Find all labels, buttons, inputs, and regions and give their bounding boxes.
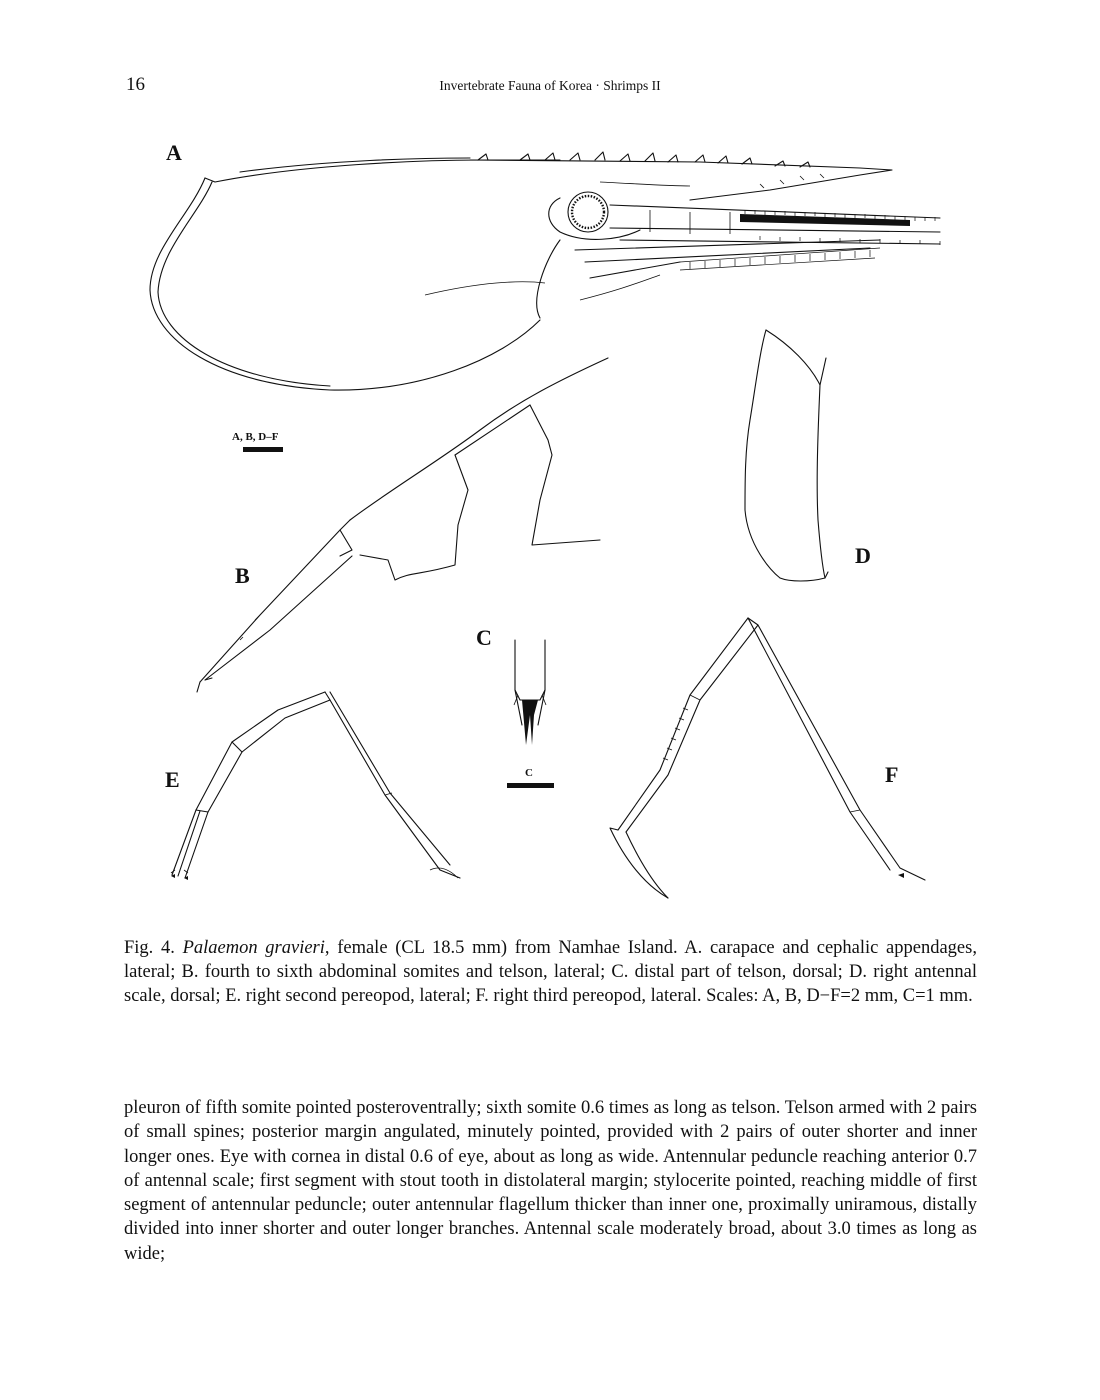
panel-label-e: E	[165, 767, 180, 792]
panel-label-d: D	[855, 543, 871, 568]
panel-label-f: F	[885, 762, 899, 787]
caption-text: , female (CL 18.5 mm) from Namhae Island. A. carapace and cephalic appendages, lateral; B. fourth to sixth abdominal somites and telson, lateral; C. distal part of telson, dorsal; D. right antennal scale, dorsal; E. right second pereopod, lateral; F. right third pereopod, lateral. Scales: A, B, D−F=2 mm, C=1 mm.	[124, 938, 977, 1006]
panel-c-telson-drawing	[476, 625, 546, 745]
scale-bar-1-label: A, B, D–F	[232, 431, 279, 443]
caption-prefix: Fig. 4.	[124, 938, 183, 958]
panel-label-b: B	[235, 563, 250, 588]
panel-e-second-pereopod-drawing	[165, 692, 460, 880]
panel-a-carapace-drawing	[150, 140, 940, 390]
panel-d-antennal-scale-drawing	[745, 330, 871, 581]
body-paragraph: pleuron of fifth somite pointed posteroventrally; sixth somite 0.6 times as long as telson. Telson armed with 2 pairs of small spines; posterior margin angulated, minutely pointed, provided with 2 pairs of outer shorter and inner longer ones. Eye with cornea in distal 0.6 of eye, about as long as wide. Antennular peduncle reaching anterior 0.7 of antennal scale; first segment with stout tooth in distolateral margin; stylocerite pointed, reaching middle of first segment of antennular peduncle; outer antennular flagellum thicker than inner one, proximally uniramous, distally divided into inner shorter and outer longer branches. Antennal scale moderately broad, about 3.0 times as long as wide;	[124, 1098, 977, 1264]
scale-bar-c	[507, 767, 554, 788]
figure-caption	[124, 936, 977, 1008]
running-title: Invertebrate Fauna of Korea · Shrimps II	[439, 78, 661, 93]
scale-bar-2-label: C	[525, 767, 533, 779]
scale-bar-a-b-d-f	[232, 431, 283, 452]
panel-label-a: A	[166, 140, 182, 165]
panel-b-abdomen-drawing	[197, 358, 608, 692]
panel-f-third-pereopod-drawing	[610, 618, 925, 898]
page-number: 16	[126, 74, 145, 95]
caption-species-name: Palaemon gravieri	[182, 938, 325, 958]
panel-label-c: C	[476, 625, 492, 650]
